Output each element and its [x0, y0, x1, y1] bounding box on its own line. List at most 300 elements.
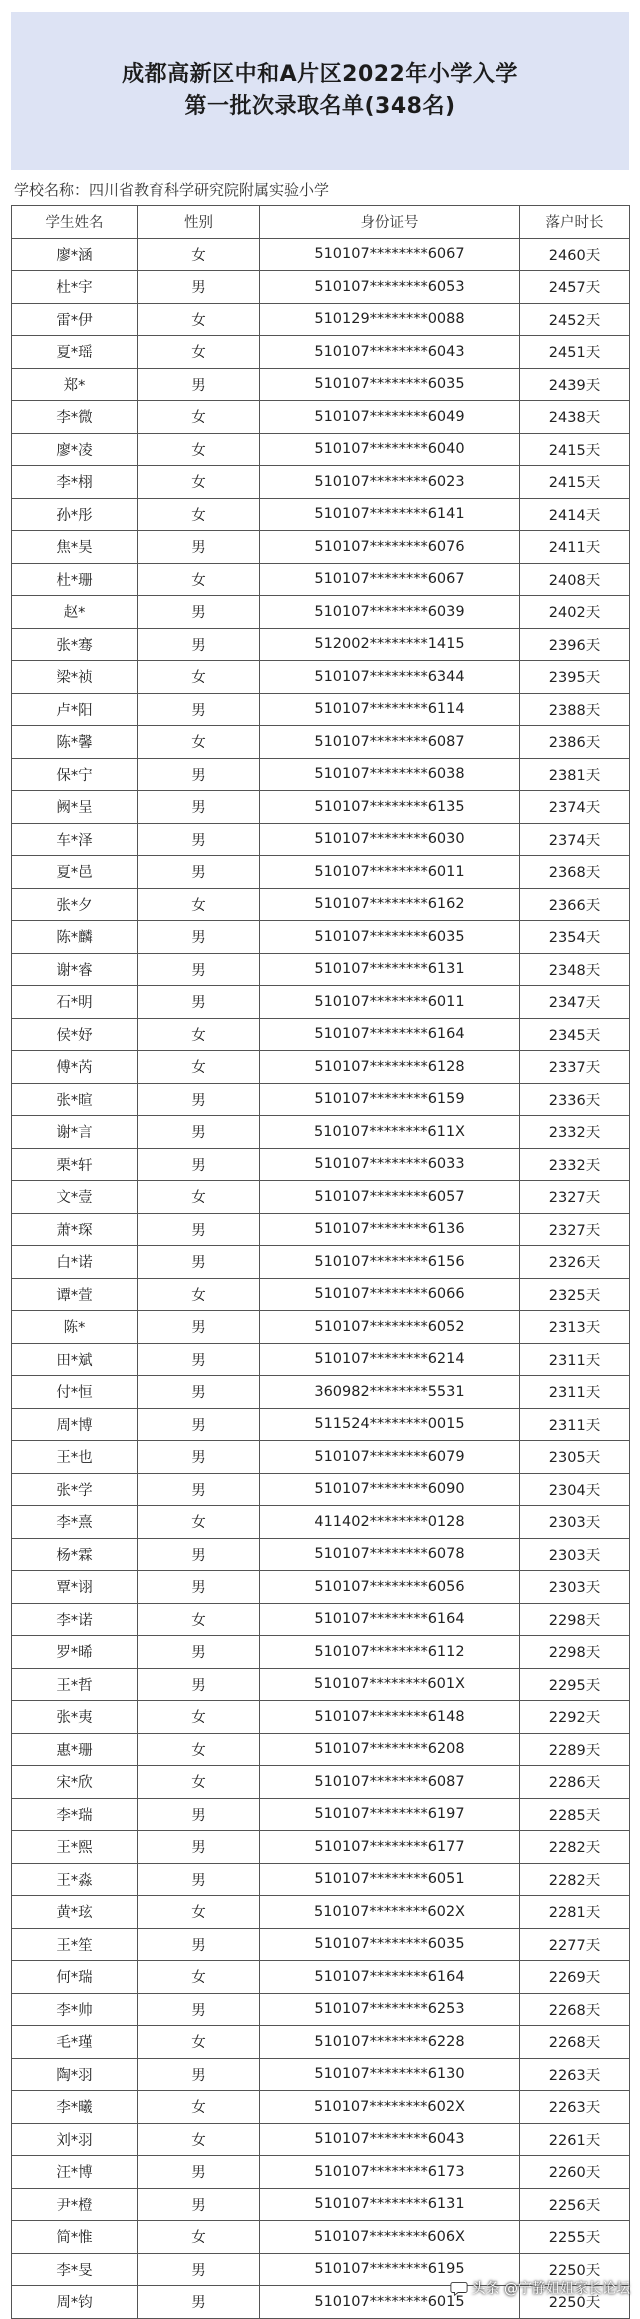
- cell-gender: 男: [138, 2188, 260, 2221]
- cell-student-name: 尹*橙: [12, 2188, 138, 2221]
- cell-residence-duration: 2460天: [520, 238, 630, 271]
- table-row: [12, 271, 630, 304]
- cell-gender: 女: [138, 726, 260, 759]
- cell-residence-duration: 2402天: [520, 596, 630, 629]
- cell-student-name: 毛*瑾: [12, 2026, 138, 2059]
- cell-id-number: 510107********6114: [260, 693, 520, 726]
- cell-residence-duration: 2327天: [520, 1213, 630, 1246]
- cell-residence-duration: 2411天: [520, 531, 630, 564]
- title-line-1: 成都高新区中和A片区2022年小学入学: [122, 62, 518, 87]
- cell-id-number: 510107********6053: [260, 271, 520, 304]
- cell-student-name: 卢*阳: [12, 693, 138, 726]
- cell-residence-duration: 2282天: [520, 1863, 630, 1896]
- cell-student-name: 张*学: [12, 1473, 138, 1506]
- cell-residence-duration: 2311天: [520, 1376, 630, 1409]
- table-row: [12, 498, 630, 531]
- table-row: [12, 856, 630, 889]
- table-row: [12, 1766, 630, 1799]
- cell-residence-duration: 2336天: [520, 1083, 630, 1116]
- cell-gender: 女: [138, 1896, 260, 1929]
- cell-residence-duration: 2439天: [520, 368, 630, 401]
- cell-residence-duration: 2303天: [520, 1571, 630, 1604]
- cell-student-name: 廖*涵: [12, 238, 138, 271]
- cell-gender: 女: [138, 1278, 260, 1311]
- cell-student-name: 田*斌: [12, 1343, 138, 1376]
- cell-residence-duration: 2345天: [520, 1018, 630, 1051]
- cell-student-name: 栗*轩: [12, 1148, 138, 1181]
- cell-id-number: 510107********6011: [260, 856, 520, 889]
- cell-residence-duration: 2396天: [520, 628, 630, 661]
- cell-residence-duration: 2286天: [520, 1766, 630, 1799]
- cell-gender: 男: [138, 1083, 260, 1116]
- table-row: [12, 1408, 630, 1441]
- cell-gender: 女: [138, 2091, 260, 2124]
- cell-student-name: 陶*羽: [12, 2058, 138, 2091]
- cell-residence-duration: 2256天: [520, 2188, 630, 2221]
- cell-gender: 男: [138, 1863, 260, 1896]
- title-line-2: 第一批次录取名单(348名): [184, 94, 456, 119]
- cell-student-name: 王*淼: [12, 1863, 138, 1896]
- cell-residence-duration: 2438天: [520, 401, 630, 434]
- cell-student-name: 覃*诩: [12, 1571, 138, 1604]
- table-row: [12, 758, 630, 791]
- cell-id-number: 510107********6043: [260, 2123, 520, 2156]
- cell-id-number: 510107********6136: [260, 1213, 520, 1246]
- cell-residence-duration: 2381天: [520, 758, 630, 791]
- cell-id-number: 510107********6156: [260, 1246, 520, 1279]
- cell-gender: 女: [138, 498, 260, 531]
- cell-student-name: 陈*麟: [12, 921, 138, 954]
- cell-gender: 男: [138, 1343, 260, 1376]
- cell-gender: 女: [138, 2123, 260, 2156]
- cell-gender: 男: [138, 1311, 260, 1344]
- cell-id-number: 510107********6162: [260, 888, 520, 921]
- cell-residence-duration: 2332天: [520, 1116, 630, 1149]
- cell-residence-duration: 2260天: [520, 2156, 630, 2189]
- cell-residence-duration: 2452天: [520, 303, 630, 336]
- cell-id-number: 411402********0128: [260, 1506, 520, 1539]
- cell-student-name: 汪*博: [12, 2156, 138, 2189]
- cell-gender: 男: [138, 596, 260, 629]
- cell-gender: 男: [138, 693, 260, 726]
- cell-id-number: 510107********6040: [260, 433, 520, 466]
- table-row: [12, 1668, 630, 1701]
- cell-id-number: 510107********6043: [260, 336, 520, 369]
- cell-gender: 女: [138, 1766, 260, 1799]
- cell-residence-duration: 2311天: [520, 1408, 630, 1441]
- cell-gender: 男: [138, 1376, 260, 1409]
- cell-id-number: 510107********6208: [260, 1733, 520, 1766]
- cell-residence-duration: 2325天: [520, 1278, 630, 1311]
- table-row: [12, 1538, 630, 1571]
- cell-gender: 女: [138, 336, 260, 369]
- cell-student-name: 白*诺: [12, 1246, 138, 1279]
- cell-residence-duration: 2269天: [520, 1961, 630, 1994]
- cell-id-number: 510107********6039: [260, 596, 520, 629]
- table-row: [12, 563, 630, 596]
- cell-gender: 男: [138, 986, 260, 1019]
- table-row: [12, 1798, 630, 1831]
- cell-student-name: 宋*欣: [12, 1766, 138, 1799]
- cell-student-name: 赵*: [12, 596, 138, 629]
- table-row: [12, 1473, 630, 1506]
- admission-table: [11, 205, 630, 2319]
- cell-student-name: 保*宁: [12, 758, 138, 791]
- cell-id-number: 510107********6015: [260, 2286, 520, 2319]
- table-row: [12, 953, 630, 986]
- table-row: [12, 303, 630, 336]
- cell-id-number: 510107********6131: [260, 2188, 520, 2221]
- cell-student-name: 付*恒: [12, 1376, 138, 1409]
- cell-student-name: 孙*彤: [12, 498, 138, 531]
- table-row: [12, 531, 630, 564]
- cell-gender: 男: [138, 791, 260, 824]
- cell-id-number: 510107********6128: [260, 1051, 520, 1084]
- cell-student-name: 何*瑞: [12, 1961, 138, 1994]
- cell-gender: 男: [138, 1636, 260, 1669]
- cell-id-number: 510107********6049: [260, 401, 520, 434]
- cell-gender: 女: [138, 401, 260, 434]
- cell-student-name: 陈*馨: [12, 726, 138, 759]
- cell-residence-duration: 2374天: [520, 823, 630, 856]
- cell-gender: 男: [138, 1441, 260, 1474]
- cell-gender: 男: [138, 1213, 260, 1246]
- cell-residence-duration: 2408天: [520, 563, 630, 596]
- cell-student-name: 李*瑞: [12, 1798, 138, 1831]
- cell-id-number: 510107********6195: [260, 2253, 520, 2286]
- cell-residence-duration: 2250天: [520, 2253, 630, 2286]
- watermark-text: 头条 @宁静姐姐家长论坛: [471, 2281, 630, 2297]
- cell-id-number: 510107********6228: [260, 2026, 520, 2059]
- cell-id-number: 510107********6076: [260, 531, 520, 564]
- cell-residence-duration: 2292天: [520, 1701, 630, 1734]
- cell-id-number: 510107********6164: [260, 1961, 520, 1994]
- table-row: [12, 1896, 630, 1929]
- cell-gender: 女: [138, 238, 260, 271]
- cell-student-name: 李*帅: [12, 1993, 138, 2026]
- cell-student-name: 罗*晞: [12, 1636, 138, 1669]
- cell-gender: 女: [138, 1018, 260, 1051]
- cell-gender: 女: [138, 661, 260, 694]
- cell-gender: 男: [138, 1571, 260, 1604]
- cell-residence-duration: 2348天: [520, 953, 630, 986]
- cell-gender: 男: [138, 758, 260, 791]
- cell-gender: 男: [138, 1831, 260, 1864]
- cell-gender: 女: [138, 563, 260, 596]
- cell-id-number: 510107********6035: [260, 1928, 520, 1961]
- cell-id-number: 510107********6197: [260, 1798, 520, 1831]
- cell-gender: 女: [138, 1733, 260, 1766]
- cell-gender: 男: [138, 1246, 260, 1279]
- cell-residence-duration: 2337天: [520, 1051, 630, 1084]
- cell-residence-duration: 2311天: [520, 1343, 630, 1376]
- cell-id-number: 510107********6023: [260, 466, 520, 499]
- cell-gender: 男: [138, 2253, 260, 2286]
- cell-gender: 女: [138, 2221, 260, 2254]
- cell-residence-duration: 2255天: [520, 2221, 630, 2254]
- cell-id-number: 510107********6033: [260, 1148, 520, 1181]
- table-row: [12, 1051, 630, 1084]
- cell-gender: 男: [138, 1798, 260, 1831]
- cell-residence-duration: 2415天: [520, 466, 630, 499]
- table-body: [12, 238, 630, 2318]
- cell-id-number: 510107********6035: [260, 368, 520, 401]
- table-row: [12, 2091, 630, 2124]
- cell-residence-duration: 2298天: [520, 1636, 630, 1669]
- cell-student-name: 夏*邑: [12, 856, 138, 889]
- table-row: [12, 823, 630, 856]
- table-row: [12, 2221, 630, 2254]
- cell-gender: 女: [138, 433, 260, 466]
- table-row: [12, 1928, 630, 1961]
- cell-student-name: 傅*芮: [12, 1051, 138, 1084]
- table-row: [12, 433, 630, 466]
- cell-id-number: 510107********6067: [260, 563, 520, 596]
- cell-student-name: 李*微: [12, 401, 138, 434]
- cell-student-name: 李*诺: [12, 1603, 138, 1636]
- table-row: [12, 336, 630, 369]
- cell-gender: 男: [138, 368, 260, 401]
- cell-id-number: 510107********6035: [260, 921, 520, 954]
- table-row: [12, 1441, 630, 1474]
- cell-gender: 女: [138, 1961, 260, 1994]
- cell-student-name: 车*泽: [12, 823, 138, 856]
- cell-id-number: 510107********602X: [260, 2091, 520, 2124]
- table-row: [12, 1506, 630, 1539]
- table-row: [12, 921, 630, 954]
- cell-student-name: 周*博: [12, 1408, 138, 1441]
- cell-id-number: 510107********6087: [260, 1766, 520, 1799]
- cell-gender: 男: [138, 628, 260, 661]
- table-row: [12, 1636, 630, 1669]
- cell-id-number: 510107********601X: [260, 1668, 520, 1701]
- table-row: [12, 466, 630, 499]
- table-row: [12, 1343, 630, 1376]
- cell-student-name: 郑*: [12, 368, 138, 401]
- cell-gender: 男: [138, 2286, 260, 2319]
- cell-gender: 男: [138, 2058, 260, 2091]
- table-row: [12, 2156, 630, 2189]
- cell-residence-duration: 2386天: [520, 726, 630, 759]
- cell-id-number: 510107********6011: [260, 986, 520, 1019]
- cell-residence-duration: 2295天: [520, 1668, 630, 1701]
- cell-residence-duration: 2305天: [520, 1441, 630, 1474]
- table-row: [12, 238, 630, 271]
- cell-residence-duration: 2263天: [520, 2091, 630, 2124]
- cell-student-name: 黄*玹: [12, 1896, 138, 1929]
- cell-student-name: 刘*羽: [12, 2123, 138, 2156]
- cell-residence-duration: 2303天: [520, 1538, 630, 1571]
- cell-student-name: 谭*萱: [12, 1278, 138, 1311]
- table-row: [12, 401, 630, 434]
- cell-residence-duration: 2326天: [520, 1246, 630, 1279]
- header-gender: 性别: [138, 206, 260, 239]
- cell-id-number: 510107********6112: [260, 1636, 520, 1669]
- cell-student-name: 杜*宇: [12, 271, 138, 304]
- cell-gender: 男: [138, 2156, 260, 2189]
- cell-gender: 男: [138, 953, 260, 986]
- cell-id-number: 510107********6344: [260, 661, 520, 694]
- table-row: [12, 1181, 630, 1214]
- cell-gender: 男: [138, 1116, 260, 1149]
- cell-student-name: 王*笙: [12, 1928, 138, 1961]
- cell-gender: 女: [138, 1181, 260, 1214]
- cell-gender: 男: [138, 271, 260, 304]
- cell-id-number: 510107********6087: [260, 726, 520, 759]
- cell-residence-duration: 2268天: [520, 1993, 630, 2026]
- cell-id-number: 510107********611X: [260, 1116, 520, 1149]
- cell-student-name: 陈*: [12, 1311, 138, 1344]
- cell-gender: 女: [138, 1051, 260, 1084]
- cell-student-name: 雷*伊: [12, 303, 138, 336]
- cell-student-name: 简*惟: [12, 2221, 138, 2254]
- cell-id-number: 510107********606X: [260, 2221, 520, 2254]
- cell-student-name: 李*曦: [12, 2091, 138, 2124]
- table-row: [12, 1376, 630, 1409]
- header-id-number: 身份证号: [260, 206, 520, 239]
- cell-gender: 女: [138, 466, 260, 499]
- cell-student-name: 夏*瑶: [12, 336, 138, 369]
- cell-id-number: 510107********6159: [260, 1083, 520, 1116]
- cell-residence-duration: 2263天: [520, 2058, 630, 2091]
- cell-id-number: 511524********0015: [260, 1408, 520, 1441]
- table-row: [12, 1961, 630, 1994]
- table-row: [12, 1831, 630, 1864]
- table-row: [12, 1733, 630, 1766]
- cell-id-number: 510107********6038: [260, 758, 520, 791]
- cell-student-name: 惠*珊: [12, 1733, 138, 1766]
- table-row: [12, 1993, 630, 2026]
- table-row: [12, 628, 630, 661]
- cell-residence-duration: 2303天: [520, 1506, 630, 1539]
- cell-gender: 男: [138, 921, 260, 954]
- table-row: [12, 693, 630, 726]
- cell-residence-duration: 2282天: [520, 1831, 630, 1864]
- cell-id-number: 510107********6067: [260, 238, 520, 271]
- cell-residence-duration: 2250天: [520, 2286, 630, 2319]
- table-row: [12, 1278, 630, 1311]
- table-row: [12, 661, 630, 694]
- cell-student-name: 文*壹: [12, 1181, 138, 1214]
- cell-student-name: 王*也: [12, 1441, 138, 1474]
- cell-residence-duration: 2268天: [520, 2026, 630, 2059]
- cell-id-number: 510107********6141: [260, 498, 520, 531]
- table-row: [12, 1311, 630, 1344]
- cell-student-name: 谢*睿: [12, 953, 138, 986]
- table-row: [12, 2188, 630, 2221]
- cell-student-name: 周*钧: [12, 2286, 138, 2319]
- cell-gender: 男: [138, 1668, 260, 1701]
- cell-id-number: 510107********6057: [260, 1181, 520, 1214]
- table-row: [12, 1701, 630, 1734]
- table-row: [12, 368, 630, 401]
- cell-student-name: 王*哲: [12, 1668, 138, 1701]
- cell-gender: 男: [138, 1148, 260, 1181]
- cell-student-name: 张*夷: [12, 1701, 138, 1734]
- table-header-row: [12, 206, 630, 239]
- table-row: [12, 1246, 630, 1279]
- cell-student-name: 王*熙: [12, 1831, 138, 1864]
- cell-student-name: 谢*言: [12, 1116, 138, 1149]
- cell-id-number: 510129********0088: [260, 303, 520, 336]
- table-row: [12, 1213, 630, 1246]
- cell-id-number: 510107********6078: [260, 1538, 520, 1571]
- cell-gender: 女: [138, 888, 260, 921]
- cell-id-number: 510107********6056: [260, 1571, 520, 1604]
- cell-id-number: 510107********6214: [260, 1343, 520, 1376]
- table-row: [12, 726, 630, 759]
- cell-gender: 男: [138, 856, 260, 889]
- table-row: [12, 986, 630, 1019]
- cell-student-name: 张*夕: [12, 888, 138, 921]
- cell-student-name: 侯*妤: [12, 1018, 138, 1051]
- table-row: [12, 1571, 630, 1604]
- cell-student-name: 张*骞: [12, 628, 138, 661]
- cell-student-name: 李*熹: [12, 1506, 138, 1539]
- cell-gender: 女: [138, 303, 260, 336]
- cell-residence-duration: 2304天: [520, 1473, 630, 1506]
- cell-id-number: 510107********6130: [260, 2058, 520, 2091]
- cell-id-number: 510107********6090: [260, 1473, 520, 1506]
- cell-student-name: 杨*霖: [12, 1538, 138, 1571]
- cell-residence-duration: 2327天: [520, 1181, 630, 1214]
- table-row: [12, 2058, 630, 2091]
- cell-residence-duration: 2347天: [520, 986, 630, 1019]
- cell-id-number: 510107********6148: [260, 1701, 520, 1734]
- cell-student-name: 李*栩: [12, 466, 138, 499]
- cell-residence-duration: 2388天: [520, 693, 630, 726]
- cell-gender: 男: [138, 1928, 260, 1961]
- cell-student-name: 梁*祯: [12, 661, 138, 694]
- table-row: [12, 791, 630, 824]
- header-residence-duration: 落户时长: [520, 206, 630, 239]
- cell-gender: 男: [138, 531, 260, 564]
- cell-student-name: 张*暄: [12, 1083, 138, 1116]
- cell-residence-duration: 2313天: [520, 1311, 630, 1344]
- cell-id-number: 510107********6164: [260, 1603, 520, 1636]
- cell-residence-duration: 2374天: [520, 791, 630, 824]
- cell-residence-duration: 2457天: [520, 271, 630, 304]
- cell-id-number: 512002********1415: [260, 628, 520, 661]
- cell-student-name: 萧*琛: [12, 1213, 138, 1246]
- cell-gender: 男: [138, 1993, 260, 2026]
- table-row: [12, 2026, 630, 2059]
- table-row: [12, 888, 630, 921]
- cell-gender: 男: [138, 1538, 260, 1571]
- cell-residence-duration: 2261天: [520, 2123, 630, 2156]
- cell-gender: 男: [138, 823, 260, 856]
- cell-id-number: 510107********6177: [260, 1831, 520, 1864]
- cell-id-number: 510107********6253: [260, 1993, 520, 2026]
- cell-gender: 男: [138, 1473, 260, 1506]
- cell-gender: 女: [138, 1603, 260, 1636]
- cell-gender: 女: [138, 2026, 260, 2059]
- cell-residence-duration: 2281天: [520, 1896, 630, 1929]
- cell-id-number: 510107********6164: [260, 1018, 520, 1051]
- cell-gender: 女: [138, 1506, 260, 1539]
- cell-residence-duration: 2277天: [520, 1928, 630, 1961]
- cell-gender: 男: [138, 1408, 260, 1441]
- cell-residence-duration: 2451天: [520, 336, 630, 369]
- cell-residence-duration: 2354天: [520, 921, 630, 954]
- chat-bubble-icon: [450, 2279, 468, 2297]
- cell-student-name: 李*旻: [12, 2253, 138, 2286]
- cell-residence-duration: 2285天: [520, 1798, 630, 1831]
- table-row: [12, 1603, 630, 1636]
- cell-student-name: 焦*昊: [12, 531, 138, 564]
- table-row: [12, 1116, 630, 1149]
- cell-student-name: 杜*珊: [12, 563, 138, 596]
